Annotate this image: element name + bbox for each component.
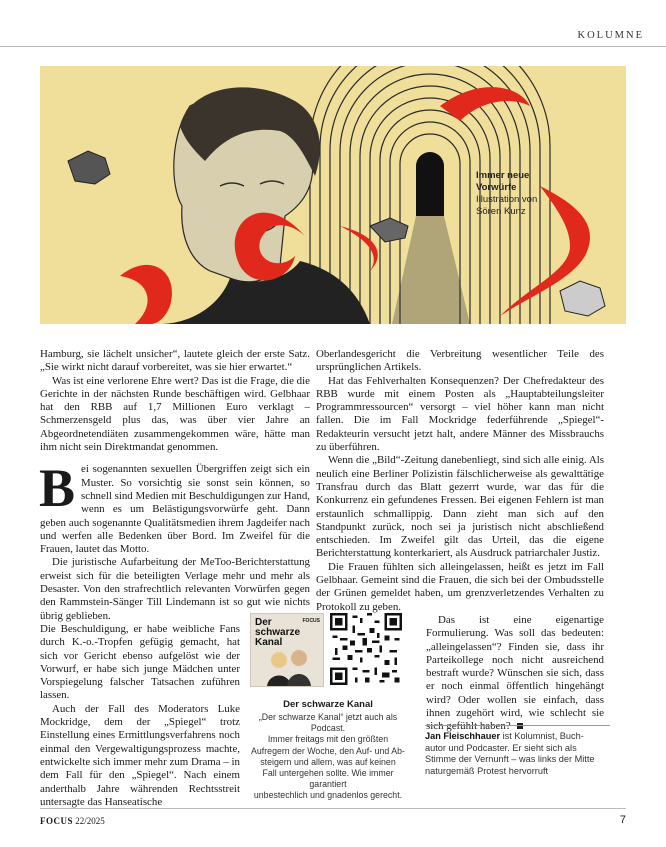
paragraph: Die Beschuldigung, er habe weibliche Fans durch K.-o.-Tropfen gefügig gemacht, hat sich vor Gericht ebenso aufgelöst wie der Vorwurf, er habe sich junge Mädchen unter Vorspiegelung falscher Tatsachen zuführen lassen. [40, 622, 240, 702]
page-number: 7 [619, 814, 626, 826]
podcast-description [244, 712, 412, 802]
cover-title-line-2: schwarze [255, 627, 301, 638]
paragraph-with-dropcap [39, 458, 310, 556]
caption-credit-line-2: Sören Kunz [476, 206, 526, 217]
cover-brand: FOCUS [302, 618, 320, 624]
paragraph: Auch der Fall des Moderators Luke Mockridge, dem der „Spiegel“ trotz Einstellung eines Ermittlungsverfahrens noch einmal den Vergewaltigungsprozess machte, entwickelte sich immer mehr zum Drama – in dem Fall für den „Spiegel“. Nach einem anderthalb Jahre währenden Rechtsstreit untersagte das Hanseatische [40, 702, 240, 808]
podcast-text-line: Immer freitags mit den größten [267, 734, 389, 745]
drop-cap: B [39, 458, 76, 519]
podcast-qr-code[interactable] [330, 613, 402, 685]
cover-title-line-1: Der [255, 617, 272, 628]
cover-title-line-3: Kanal [255, 637, 283, 648]
paragraph [426, 614, 604, 734]
caption-title-line-1: Immer neue [476, 170, 530, 181]
illustration-caption [476, 170, 596, 218]
podcast-cover [250, 613, 324, 687]
tunnel-opening [416, 152, 444, 216]
portrait [160, 87, 370, 324]
paragraph: Wenn die „Bild“-Zeitung danebenliegt, sind sich alle einig. Als neulich eine Berliner Polizistin fälschlicherweise als gewalttätige Transfrau durch das Blatt gezerrt wurde, war das für die Konkurrenz ein gefundenes Fressen. Bei eigenen Fehlern ist man erstaunlich schmallippig. Dann zieht man sich auf den Standpunkt zurück, noch sei ja juristisch nicht abschließend entschieden. Im Zweifel gilt das Urteil, das die eigene Berichterstattung konterkariert, als Ausdruck patriarchaler Justiz. [316, 454, 604, 560]
author-bio-line: autor und Podcaster. Er sieht sich als [425, 742, 577, 753]
paragraph-text: ei sogenannten sexuellen Übergriffen zeigt sich ein Muster. So vorsichtig sie sonst sein können, so schnell sind Medien mit Beschuldigungen zur Hand, wenn es um Belästigungsvorwürfe geht. Dann geben auch sogenannte Qualitätsmedien ihrem Jagdeifer nach und werfen alle Bedenken über Bord. Im Zweifel für die Frauen, lautet das Motto. [40, 463, 310, 556]
podcast-text-line: Fall untergehen sollte. Wie immer garantiert [262, 768, 394, 790]
author-bio-line: Stimme der Vernunft – was links der Mitte [425, 754, 595, 765]
podcast-title: Der schwarze Kanal [283, 699, 373, 710]
footer-issue-number: 22/2025 [75, 816, 105, 826]
paragraph: Die Frauen fühlten sich alleingelassen, heißt es jetzt im Fall Gelbhaar. Gemeint sind die Frauen, die sich bei der Ombudsstelle der Grünen gemeldet haben, um grenzverletzendes Verhalten zu Protokoll zu geben. [316, 560, 604, 613]
footer-brand: FOCUS [40, 816, 74, 826]
header-divider [0, 46, 666, 47]
podcast-text-line: unbestechlich und gnadenlos gerecht. [253, 790, 403, 801]
footer-issue [40, 816, 105, 826]
author-divider [425, 725, 610, 726]
podcast-text-line: „Der schwarze Kanal“ jetzt auch als Podcast. [258, 712, 398, 734]
author-bio-line: naturgemäß Protest hervorruft [425, 765, 549, 776]
cover-portraits [251, 614, 323, 686]
article-illustration [40, 66, 626, 324]
paragraph-text: Das ist eine eigenartige Formulierung. Was soll das bedeuten: „alleingelassen“? Finden sie, dass ihr Parteikollege noch nicht ausreichend bestraft wurde? Wünschen sie sich, dass er noch einmal öffentlich hingehängt wird? Oder wollen sie einfach, dass ihnen zugehört wird, wie schlecht sie sich gefühlt haben? [426, 613, 604, 733]
caption-credit-line-1: Illustration von [476, 194, 538, 205]
author-bio [425, 731, 615, 777]
caption-title-line-2: Vorwürfe [476, 182, 517, 193]
podcast-text-line: steigern und allem, was auf keinen [260, 756, 396, 767]
podcast-text-line: Aufregern der Woche, den Auf- und Ab- [251, 745, 405, 756]
author-bio-line: ist Kolumnist, Buch- [500, 731, 584, 741]
paragraph: Hat das Fehlverhalten Konsequenzen? Der Chefredakteur des RBB wurde mit einem Posten als „Hauptabteilungsleiter Programmressourcen“ versorgt – viel höher kann man nicht fallen. Die im Fall Mockridge federführende „Spiegel“-Redakteurin versucht jetzt halt, andere Männer des Missbrauchs zu überführen. [316, 374, 604, 454]
author-name: Jan Fleischhauer [425, 731, 501, 741]
paragraph: Oberlandesgericht die Verbreitung wesentlicher Teile des ursprünglichen Artikels. [316, 348, 604, 374]
paragraph: Was ist eine verlorene Ehre wert? Das ist die Frage, die die Gerichte in der nächsten Runde beschäftigen wird. Gelbhaar hat den RBB auf 1,7 Millionen Euro verklagt – Schmerzensgeld plus das, was über vier Jahre an Abgeordnetendiäten zusammengekommen wäre, hätte man ihm nicht sein Direktmandat genommen. [40, 374, 310, 454]
section-label: KOLUMNE [577, 30, 644, 41]
footer-divider [40, 808, 626, 809]
paragraph: Die juristische Aufarbeitung der MeToo-Berichterstattung erweist sich für die beteiligten Verlage mehr und mehr als Desaster. Von den strafrechtlich relevanten Vorwürfen gegen den Rammstein-Sänger Till Lindemann ist so gut wie nichts übrig geblieben. [40, 556, 310, 622]
paragraph: Hamburg, sie lächelt unsicher“, lautete gleich der erste Satz. „Sie wirkt nicht darauf vorbereitet, was sie hier erwartet.“ [40, 348, 310, 374]
